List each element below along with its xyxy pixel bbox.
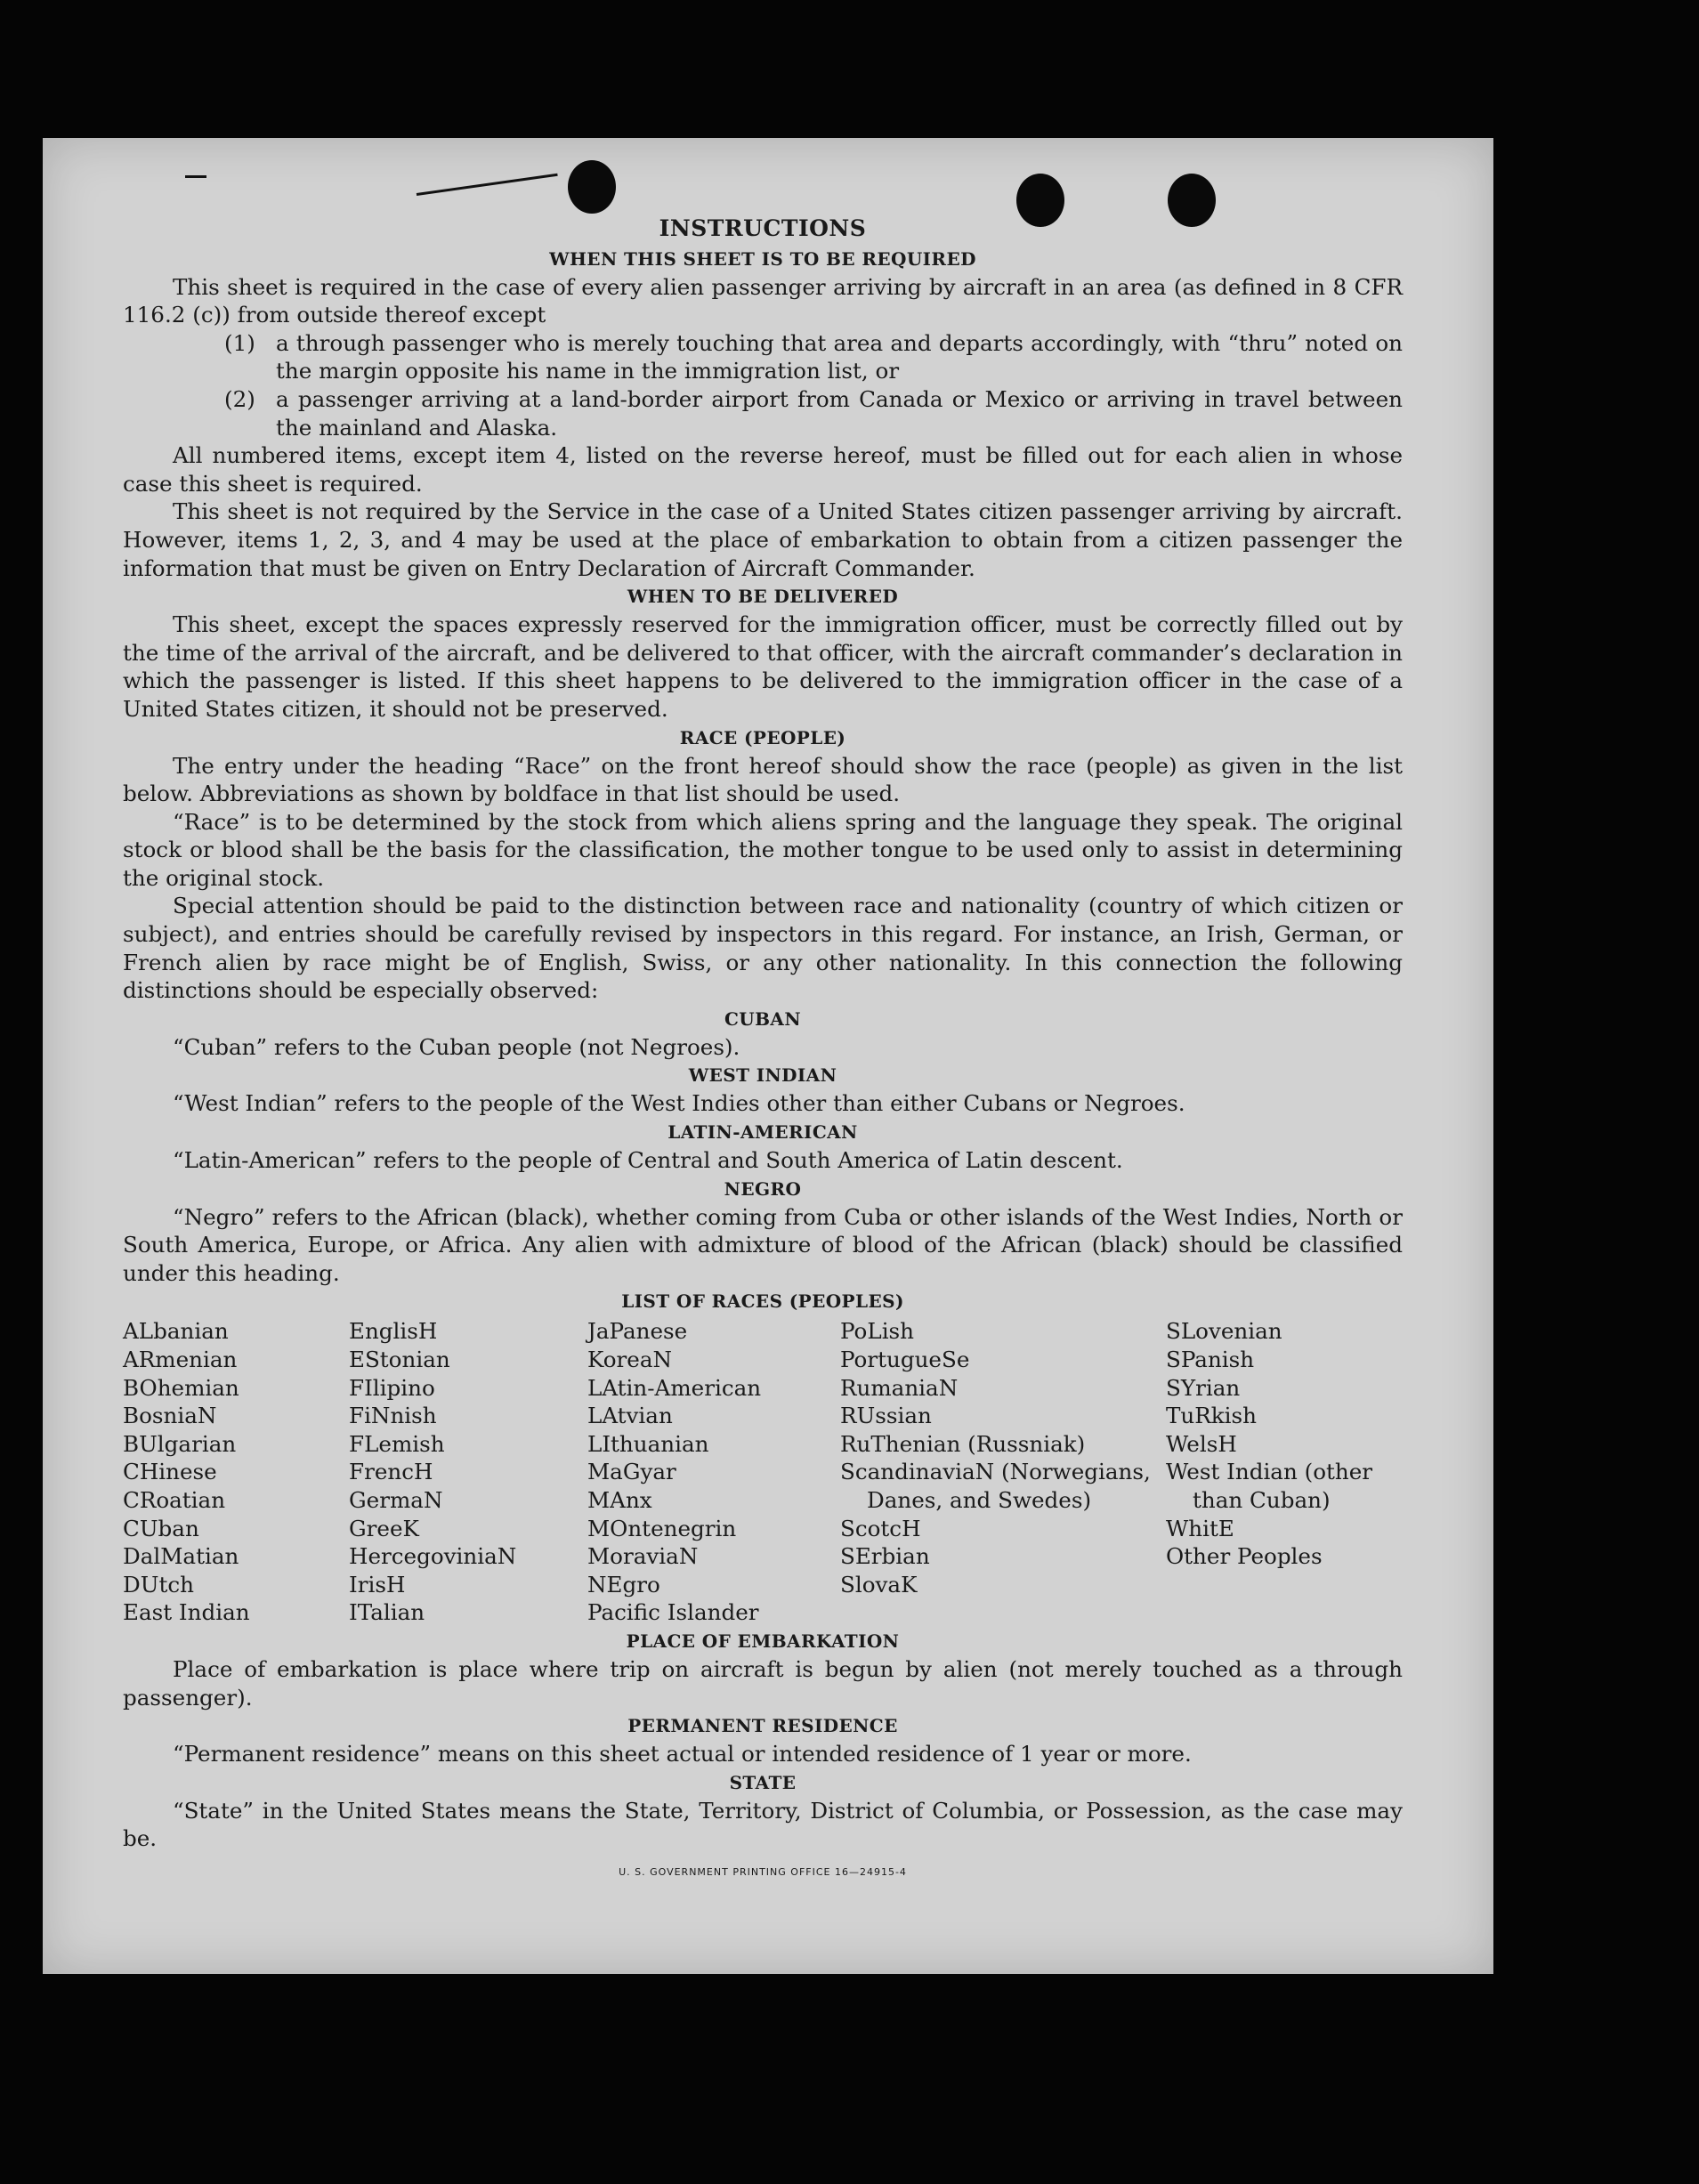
item-number: (2) (224, 385, 255, 412)
race-entry: ScotcH (840, 1515, 921, 1541)
race-entry: TuRkish (1166, 1403, 1257, 1429)
race-entry: LAtin-American (587, 1374, 762, 1401)
race-entry: West Indian (other than Cuban) (1166, 1459, 1373, 1513)
race-entry: SlovaK (840, 1571, 918, 1598)
race-entry: HercegoviniaN (349, 1543, 517, 1570)
race-entry: SYrian (1166, 1374, 1241, 1401)
paper-tear (417, 174, 558, 196)
race-entry: SErbian (840, 1543, 930, 1570)
race-entry: ALbanian (123, 1318, 229, 1345)
heading-race: RACE (PEOPLE) (679, 726, 846, 748)
race-entry: MoraviaN (587, 1543, 699, 1570)
list-item (123, 329, 1403, 385)
item-text: a through passenger who is merely touching that area and departs accordingly, with “thru” noted on the margin opposite his name in the immigration list, or (276, 329, 1403, 384)
race-entry: LIthuanian (587, 1430, 709, 1457)
race-entry: FrencH (349, 1459, 433, 1485)
race-entry: BOhemian (123, 1374, 239, 1401)
race-entry: CRoatian (123, 1486, 226, 1513)
race-entry: PortugueSe (840, 1347, 970, 1372)
race-entry: FiNnish (349, 1403, 437, 1429)
races-column (587, 1317, 840, 1627)
paragraph: “Race” is to be determined by the stock from which aliens spring and the language they speak. The original stock or blood shall be the basis for the classification, the mother tongue to be used only to assist in determining the original stock. (123, 808, 1403, 891)
race-entry: NEgro (587, 1571, 660, 1598)
list-item (123, 385, 1403, 441)
instructions-text (123, 209, 1403, 1887)
race-entry: Pacific Islander (587, 1599, 759, 1626)
race-entry: JaPanese (587, 1318, 688, 1345)
heading-when-required: WHEN THIS SHEET IS TO BE REQUIRED (549, 247, 976, 270)
race-entry: SPanish (1166, 1347, 1255, 1372)
heading-cuban: CUBAN (724, 1007, 802, 1030)
item-number: (1) (224, 329, 255, 356)
race-entry: RumaniaN (840, 1374, 959, 1401)
paragraph: “Permanent residence” means on this sheet actual or intended residence of 1 year or more. (173, 1741, 1192, 1767)
paragraph: This sheet, except the spaces expressly reserved for the immigration officer, must be correctly filled out by the time of the arrival of the aircraft, and be delivered to that officer, with the aircraft commander’s declaration in which the passenger is listed. If this sheet happens to be delivered to the immigration officer in the case of a United States citizen, it should not be preserved. (123, 611, 1403, 722)
heading-negro: NEGRO (724, 1177, 802, 1200)
race-entry: GreeK (349, 1515, 419, 1541)
race-entry: ScandinaviaN (Norwegians, Danes, and Swedes) (840, 1459, 1151, 1513)
item-text: a passenger arriving at a land-border airport from Canada or Mexico or arriving in travel between the mainland and Alaska. (276, 385, 1403, 441)
race-entry: BosniaN (123, 1403, 217, 1429)
races-column (1166, 1317, 1403, 1627)
paragraph: “State” in the United States means the State, Territory, District of Columbia, or Possession, as the case may be. (123, 1797, 1403, 1852)
race-entry: LAtvian (587, 1403, 673, 1429)
race-entry: WhitE (1166, 1515, 1234, 1541)
race-entry: RuThenian (Russniak) (840, 1430, 1086, 1457)
race-entry: MAnx (587, 1486, 652, 1513)
race-entry: DalMatian (123, 1543, 239, 1570)
race-entry: KoreaN (587, 1347, 673, 1372)
paragraph: “Latin-American” refers to the people of Central and South America of Latin descent. (173, 1147, 1123, 1174)
paragraph: This sheet is not required by the Service in the case of a United States citizen passenger arriving by aircraft. However, items 1, 2, 3, and 4 may be used at the place of embarkation to obtain from a citizen passenger the information that must be given on Entry Declaration of Aircraft Commander. (123, 498, 1403, 581)
race-entry: ARmenian (123, 1347, 238, 1372)
race-entry: PoLish (840, 1318, 915, 1345)
paragraph: The entry under the heading “Race” on the front hereof should show the race (people) as given in the list below. Abbreviations as shown by boldface in that list should be used. (123, 752, 1403, 807)
race-entry: MOntenegrin (587, 1515, 737, 1541)
printer-imprint: U. S. GOVERNMENT PRINTING OFFICE 16—24915-4 (619, 1865, 907, 1878)
race-entry: East Indian (123, 1599, 250, 1626)
punch-hole (568, 160, 616, 214)
paragraph: “West Indian” refers to the people of the West Indies other than either Cubans or Negroes. (173, 1090, 1185, 1117)
race-entry: IrisH (349, 1571, 406, 1598)
race-entry: MaGyar (587, 1459, 676, 1485)
race-entry: BUlgarian (123, 1430, 237, 1457)
heading-list-of-races: LIST OF RACES (PEOPLES) (621, 1290, 904, 1313)
races-column (349, 1317, 587, 1627)
race-entry: CHinese (123, 1459, 217, 1485)
race-entry: RUssian (840, 1403, 932, 1429)
page-title: INSTRUCTIONS (659, 215, 867, 241)
races-table (123, 1317, 1403, 1627)
heading-latin-american: LATIN-AMERICAN (667, 1121, 858, 1144)
paragraph: “Negro” refers to the African (black), whether coming from Cuba or other islands of the West Indies, North or South America, Europe, or Africa. Any alien with admixture of blood of the African (black) should be classified under this heading. (123, 1203, 1403, 1286)
paragraph: All numbered items, except item 4, listed on the reverse hereof, must be filled out for each alien in whose case this sheet is required. (123, 442, 1403, 497)
paragraph: “Cuban” refers to the Cuban people (not Negroes). (173, 1033, 740, 1060)
heading-permanent-residence: PERMANENT RESIDENCE (627, 1715, 898, 1737)
document-sheet (43, 138, 1493, 1974)
race-entry: ITalian (349, 1599, 425, 1626)
race-entry: CUban (123, 1515, 199, 1541)
exceptions-list (123, 329, 1403, 441)
heading-when-delivered: WHEN TO BE DELIVERED (627, 586, 899, 608)
heading-state: STATE (729, 1771, 797, 1793)
races-column (840, 1317, 1166, 1627)
race-entry: GermaN (349, 1486, 443, 1513)
race-entry: EnglisH (349, 1318, 438, 1345)
paragraph: This sheet is required in the case of every alien passenger arriving by aircraft in an area (as defined in 8 CFR 116.2 (c)) from outside thereof except (123, 273, 1403, 328)
race-entry: SLovenian (1166, 1318, 1282, 1345)
race-entry: WelsH (1166, 1430, 1237, 1457)
paragraph: Special attention should be paid to the distinction between race and nationality (country of which citizen or subject), and entries should be carefully revised by inspectors in this regard. For instance, an Irish, German, or French alien by race might be of English, Swiss, or any other nationality. In this connection the following distinctions should be especially observed: (123, 893, 1403, 1004)
paragraph: Place of embarkation is place where trip on aircraft is begun by alien (not merely touched as a through passenger). (123, 1655, 1403, 1711)
heading-place-of-embarkation: PLACE OF EMBARKATION (626, 1630, 900, 1652)
race-entry: FIlipino (349, 1374, 435, 1401)
heading-west-indian: WEST INDIAN (688, 1064, 837, 1087)
race-entry: FLemish (349, 1430, 445, 1457)
races-column (123, 1317, 349, 1627)
race-entry: EStonian (349, 1347, 450, 1372)
race-entry: Other Peoples (1166, 1543, 1323, 1570)
paper-tear (185, 175, 206, 178)
race-entry: DUtch (123, 1571, 194, 1598)
